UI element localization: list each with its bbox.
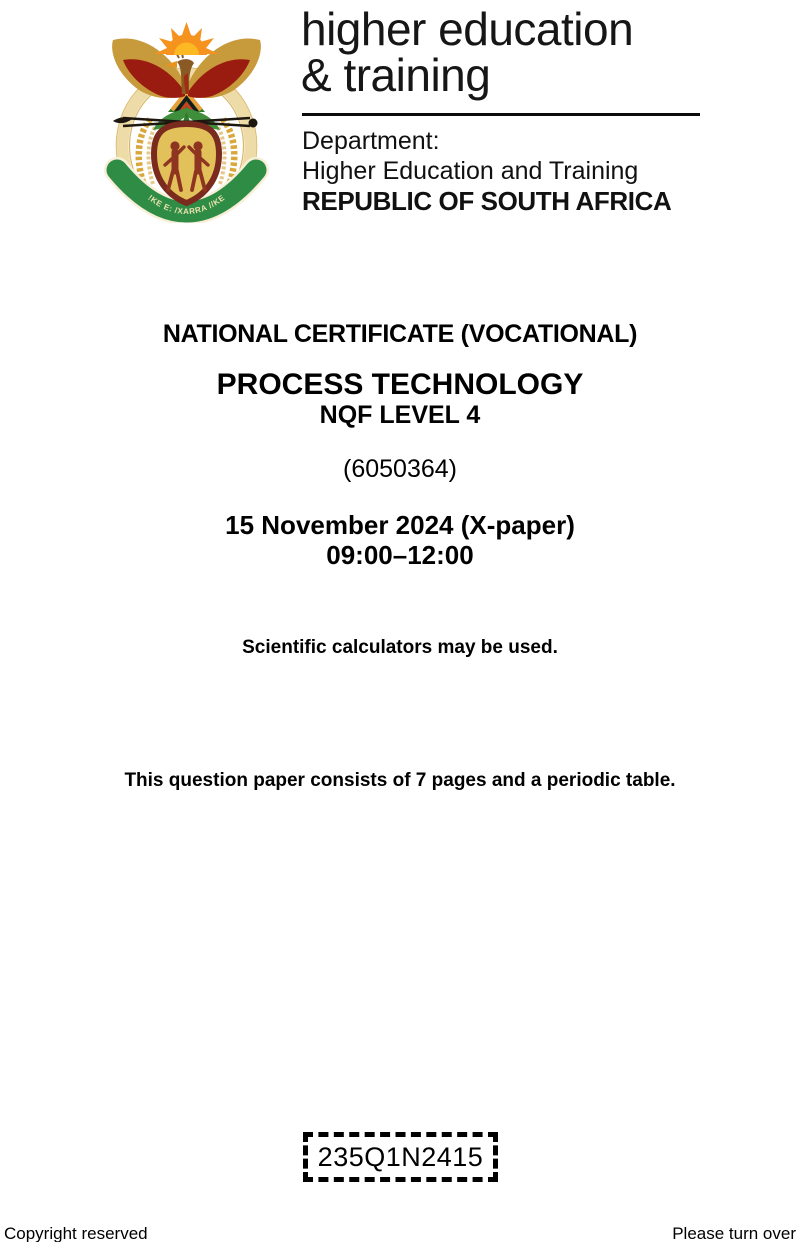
certificate-title: NATIONAL CERTIFICATE (VOCATIONAL) — [162, 320, 638, 348]
logo-divider-line — [302, 113, 700, 116]
contents-note: This question paper consists of 7 pages and a periodic table. — [124, 770, 676, 791]
motto-text: !KE E: /XARRA //KE — [146, 193, 227, 217]
wordmark-line1: higher education — [301, 3, 634, 55]
rising-sun — [154, 22, 219, 55]
department-block — [302, 126, 671, 216]
department-name: Higher Education and Training — [302, 157, 639, 185]
logo-wordmark — [301, 3, 634, 101]
exam-code-box — [303, 1132, 498, 1182]
footer-copyright: Copyright reserved — [4, 1224, 148, 1242]
nqf-level: NQF LEVEL 4 — [319, 401, 481, 429]
south-african-coat-of-arms-icon — [103, 20, 270, 223]
department-label: Department: — [302, 127, 440, 155]
footer-turn-over: Please turn over — [672, 1224, 796, 1242]
exam-time: 09:00–12:00 — [326, 540, 474, 570]
country-name: REPUBLIC OF SOUTH AFRICA — [302, 186, 672, 216]
exam-code: 235Q1N2415 — [317, 1141, 484, 1172]
paper-code: (6050364) — [343, 455, 457, 483]
subject-title: PROCESS TECHNOLOGY — [216, 368, 584, 401]
calculator-note: Scientific calculators may be used. — [242, 637, 558, 658]
exam-date: 15 November 2024 (X-paper) — [225, 510, 575, 540]
shield — [154, 124, 219, 203]
wordmark-line2: & training — [301, 49, 491, 101]
